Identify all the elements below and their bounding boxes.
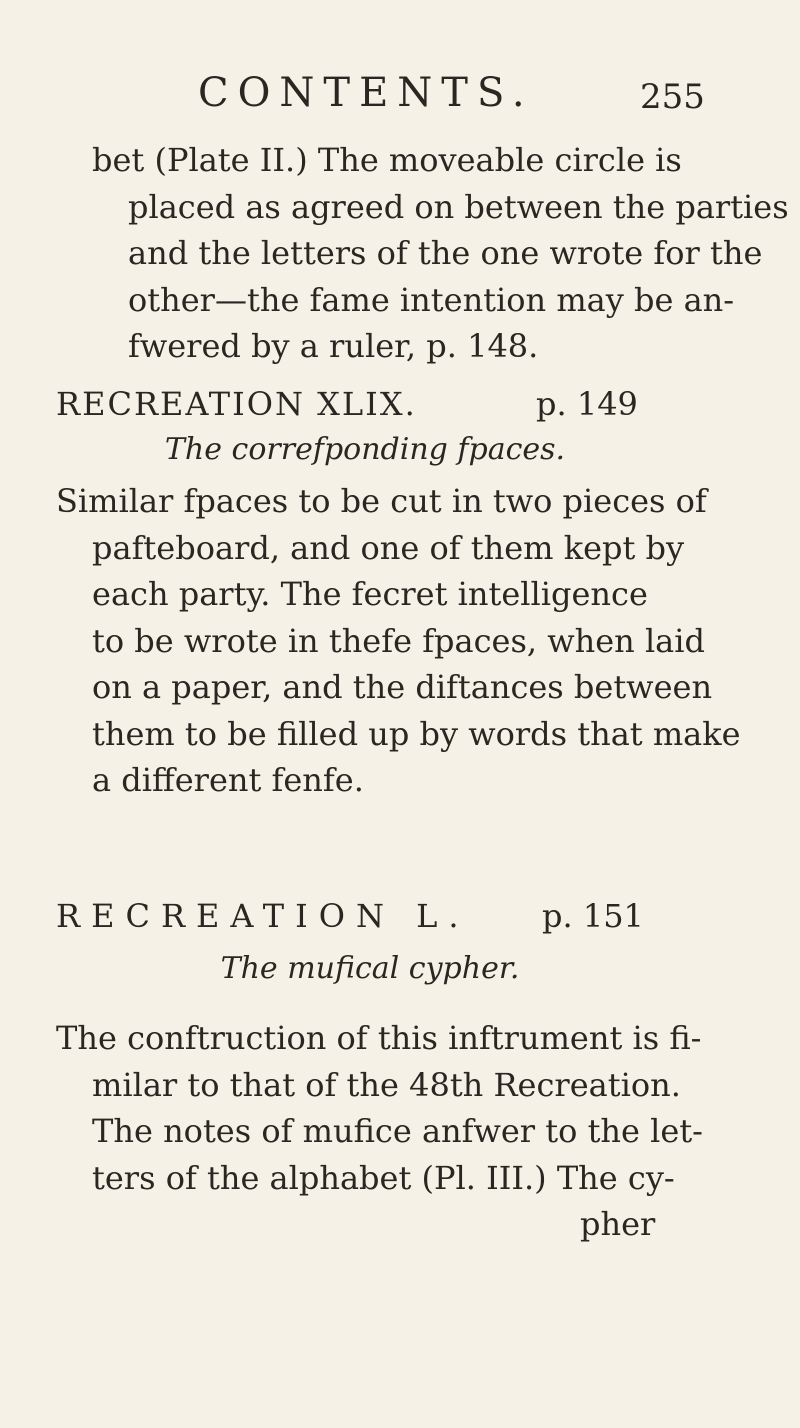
text-line: The conftruction of this inftrument is fi- (56, 1019, 702, 1057)
recreation-page-ref: p. 151 (542, 897, 644, 935)
running-head-title: CONTENTS. (198, 70, 534, 116)
text-line: fwered by a ruler, p. 148. (128, 327, 539, 365)
recreation-title: RECREATION L. (56, 897, 470, 935)
text-line: on a paper, and the diftances between (92, 668, 713, 706)
recreation-title: RECREATION XLIX. (56, 385, 417, 423)
recreation-heading-xlix (56, 381, 756, 427)
text-line: Similar fpaces to be cut in two pieces of (56, 482, 707, 520)
text-line: placed as agreed on between the parties (128, 187, 789, 226)
paragraph-continuation (92, 137, 789, 370)
text-line: and the letters of the one wrote for the (128, 234, 763, 272)
running-head (0, 68, 800, 118)
text-line: a different fenfe. (92, 761, 364, 799)
catchword: pher (580, 1205, 656, 1243)
recreation-subtitle: The mufical cypher. (220, 951, 520, 986)
page-number: 255 (640, 77, 705, 117)
text-line: to be wrote in thefe fpaces, when laid (92, 621, 705, 660)
text-line: The notes of mufice anfwer to the let- (92, 1112, 703, 1150)
text-line: each party. The fecret intelligence (92, 575, 648, 613)
text-line: ters of the alphabet (Pl. III.) The cy- (92, 1158, 675, 1197)
recreation-heading-l (56, 893, 756, 939)
recreation-l-description (56, 1015, 703, 1248)
recreation-subtitle: The correfponding fpaces. (164, 432, 566, 467)
text-line: other—the fame intention may be an- (128, 280, 735, 319)
recreation-page-ref: p. 149 (536, 385, 638, 423)
text-line: milar to that of the 48th Recreation. (92, 1065, 681, 1104)
text-line: them to be filled up by words that make (92, 714, 741, 753)
text-line: bet (Plate II.) The moveable circle is (92, 141, 682, 179)
recreation-xlix-description (56, 478, 741, 804)
text-line: pafteboard, and one of them kept by (92, 528, 685, 567)
